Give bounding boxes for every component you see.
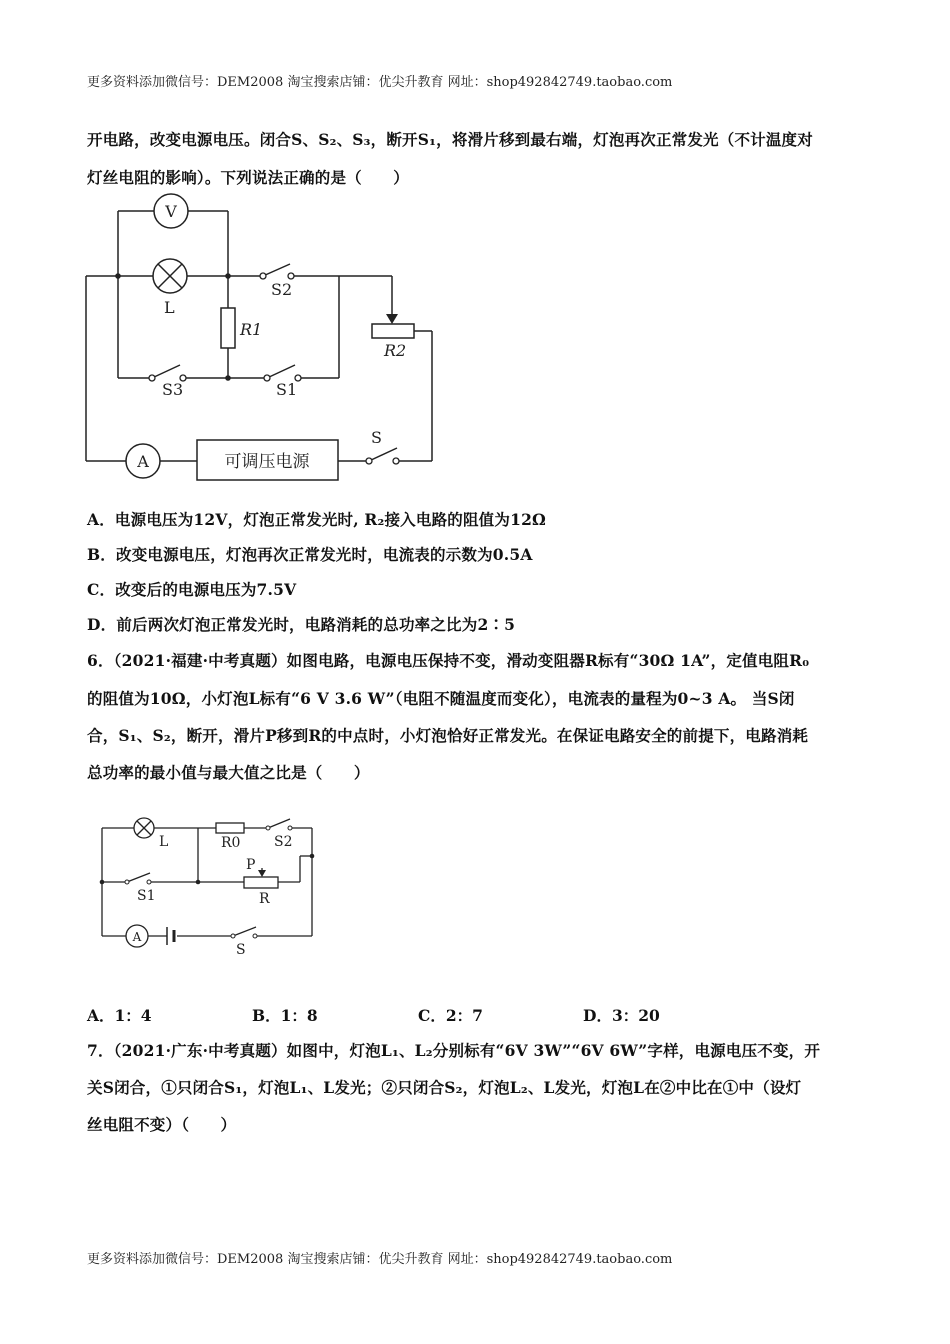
q5-s1-label: S1 [276,380,298,399]
q6-r-label: R [259,891,270,907]
page-footer: 更多资料添加微信号：DEM2008 淘宝搜索店铺：优尖升教育 网址：shop492842749.taobao.com [87,1252,673,1267]
q6-text-line-4: 总功率的最小值与最大值之比是（ ） [87,763,370,782]
q6-p-label: P [246,857,256,873]
q5-s-label: S [371,428,382,447]
q7-text-line-1: 7．（2021·广东·中考真题）如图中，灯泡L₁、L₂分别标有“6V 3W”“6V 6W”字样，电源电压不变，开 [87,1041,821,1060]
page-header: 更多资料添加微信号：DEM2008 淘宝搜索店铺：优尖升教育 网址：shop492842749.taobao.com [87,75,673,90]
q5-text-line-1: 开电路，改变电源电压。闭合S、S₂、S₃，断开S₁，将滑片移到最右端，灯泡再次正常发光（不计温度对 [87,130,813,149]
q6-option-c: C．2：7 [418,1006,483,1025]
q5-voltmeter-label: V [165,202,177,221]
q6-text-line-1: 6．（2021·福建·中考真题）如图电路，电源电压保持不变，滑动变阻器R标有“30Ω 1A”，定值电阻R₀ [87,651,810,670]
q6-r0-label: R0 [221,835,241,851]
q5-option-b: B．改变电源电压，灯泡再次正常发光时，电流表的示数为0.5A [87,545,533,564]
q5-option-c: C．改变后的电源电压为7.5V [87,580,297,599]
q6-text-line-3: 合，S₁、S₂，断开，滑片P移到R的中点时，小灯泡恰好正常发光。在保证电路安全的前提下，电路消耗 [87,726,809,745]
q5-s2-label: S2 [271,280,293,299]
q5-option-d: D．前后两次灯泡正常发光时，电路消耗的总功率之比为2∶5 [87,615,516,634]
q6-ammeter-label: A [132,930,142,944]
q5-r2-label: R2 [384,341,407,360]
q6-text-line-2: 的阻值为10Ω，小灯泡L标有“6 V 3.6 W”（电阻不随温度而变化），电流表的量程为0~3 A。 当S闭 [87,689,795,708]
q6-s2-label: S2 [274,834,293,850]
q7-text-line-3: 丝电阻不变）（ ） [87,1115,237,1134]
q5-ammeter-label: A [137,452,149,471]
q5-text-line-2: 灯丝电阻的影响）。下列说法正确的是（ ） [87,168,409,187]
q5-lamp-label: L [164,298,175,317]
q5-s3-label: S3 [162,380,184,399]
q5-source-label: 可调压电源 [224,452,310,472]
q6-option-d: D．3：20 [583,1006,660,1025]
q6-s-label: S [236,942,246,958]
q6-option-b: B．1：8 [252,1006,318,1025]
q7-text-line-2: 关S闭合，①只闭合S₁，灯泡L₁、L发光；②只闭合S₂，灯泡L₂、L发光，灯泡L在②中比在①中（设灯 [87,1078,802,1097]
q5-option-a: A．电源电压为12V，灯泡正常发光时, R₂接入电路的阻值为12Ω [87,510,547,529]
q6-s1-label: S1 [137,888,156,904]
q5-r1-label: R1 [240,320,263,339]
q6-option-a: A．1：4 [87,1006,152,1025]
q6-lamp-label: L [159,834,169,850]
